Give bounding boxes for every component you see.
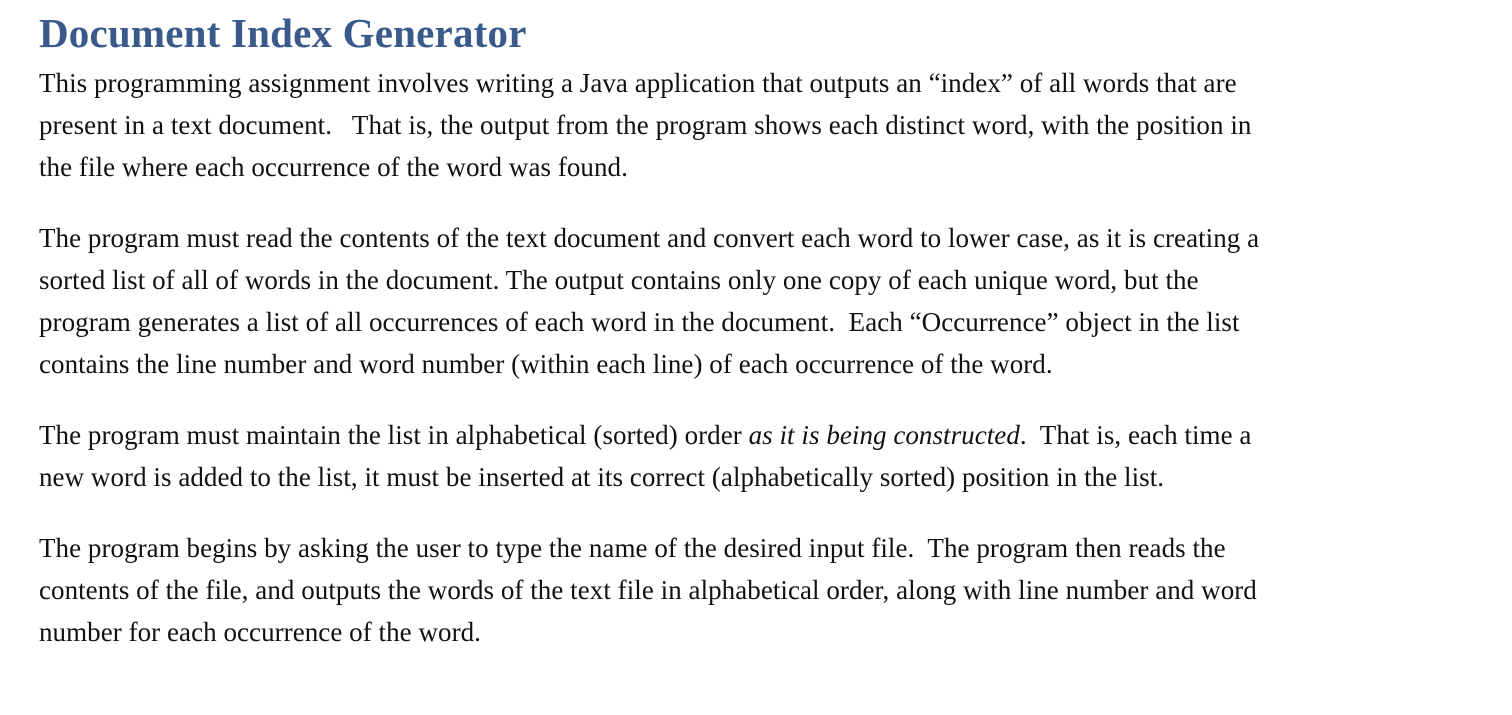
paragraph-program-flow (39, 527, 1484, 653)
paragraph-line: number for each occurrence of the word. (39, 617, 481, 647)
emphasized-text: as it is being constructed (748, 420, 1020, 450)
paragraph-line: The program must read the contents of the text document and convert each word to lower case, as it is creating a (39, 223, 1260, 253)
paragraph-read-contents (39, 217, 1484, 385)
paragraph-line: present in a text document. That is, the output from the program shows each distinct word, with the position in (39, 110, 1252, 140)
paragraph-line: The program begins by asking the user to type the name of the desired input file. The program then reads the (39, 533, 1226, 563)
paragraph-line: new word is added to the list, it must be inserted at its correct (alphabetically sorted) position in the list. (39, 462, 1165, 492)
paragraph-line: contents of the file, and outputs the words of the text file in alphabetical order, along with line number and word (39, 575, 1257, 605)
document-page (39, 6, 1484, 682)
paragraph-intro (39, 62, 1484, 188)
paragraph-line (39, 414, 1484, 456)
paragraph-line: sorted list of all of words in the document. The output contains only one copy of each unique word, but the (39, 265, 1199, 295)
document-title: Document Index Generator (39, 10, 527, 56)
paragraph-line: contains the line number and word number (within each line) of each occurrence of the word. (39, 349, 1053, 379)
paragraph-text: . That is, each time a (1019, 420, 1252, 450)
paragraph-sorted-order (39, 414, 1484, 498)
paragraph-text: The program must maintain the list in alphabetical (sorted) order (39, 420, 749, 450)
paragraph-line: the file where each occurrence of the word was found. (39, 152, 628, 182)
paragraph-line: program generates a list of all occurrences of each word in the document. Each “Occurrence” object in the list (39, 307, 1240, 337)
paragraph-line: This programming assignment involves writing a Java application that outputs an “index” of all words that are (39, 68, 1237, 98)
